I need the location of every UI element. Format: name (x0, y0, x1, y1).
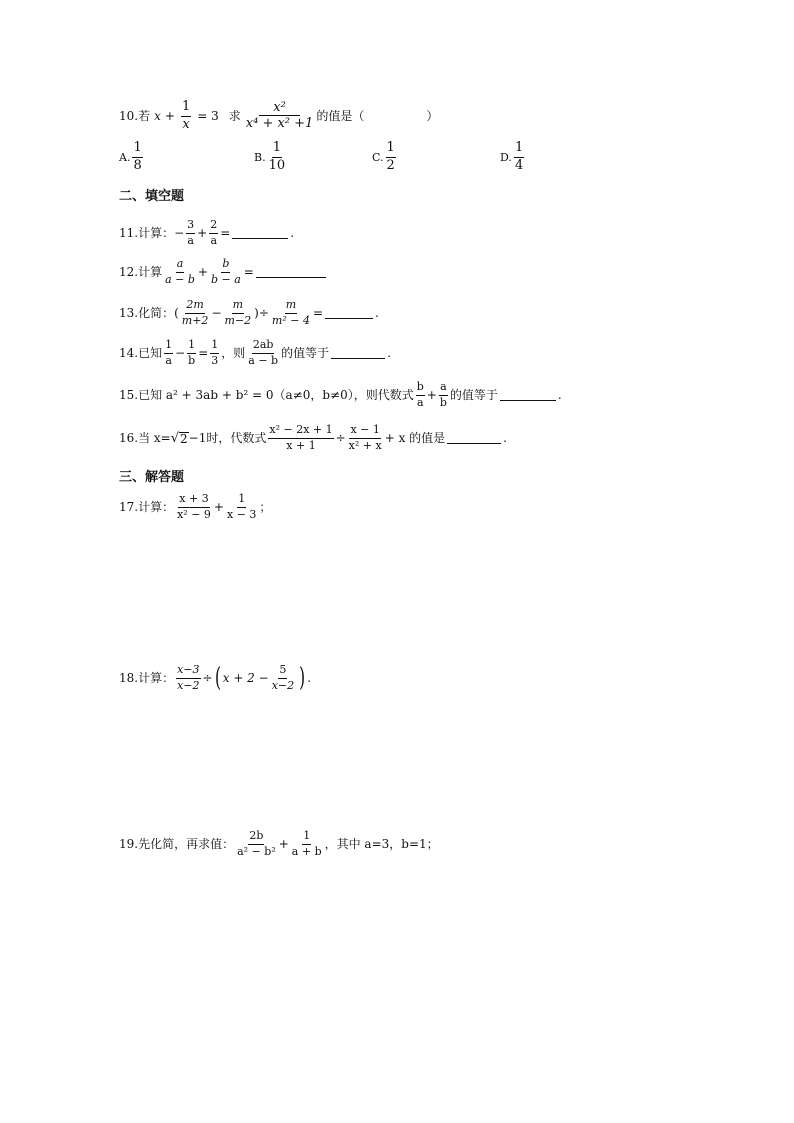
numerator: m (285, 299, 297, 314)
q10-big-fraction (245, 101, 315, 133)
q15-fraction-1 (416, 381, 425, 409)
q16-after: −1时，代数式 (188, 431, 267, 446)
numerator: 1 (272, 141, 282, 158)
q10-x: x (154, 109, 161, 124)
numerator: 3 (186, 219, 195, 234)
option-fraction (132, 141, 142, 174)
q18-lparen: ( (214, 663, 221, 694)
q10-equals-3: = 3 (197, 109, 219, 124)
numerator: 1 (386, 141, 396, 158)
q11-plus: + (197, 226, 208, 241)
section-heading-fill-blank: 二、填空题 (119, 189, 185, 204)
q17-fraction-1 (176, 493, 212, 521)
numerator: b (221, 258, 230, 273)
q14-fraction-1 (164, 339, 173, 367)
option-label: A. (119, 150, 131, 164)
q13-lparen: ( (174, 306, 179, 321)
q15-plus: + (426, 388, 437, 403)
q14-fraction-3 (210, 339, 219, 367)
answer-blank[interactable] (331, 348, 385, 359)
numerator: 1 (164, 339, 173, 354)
numerator: a (439, 381, 448, 396)
question-11 (119, 219, 294, 247)
q18-prefix: 18.计算： (119, 671, 175, 686)
numerator: x² (259, 101, 300, 117)
q14-minus: − (175, 346, 186, 361)
option-b (254, 141, 288, 174)
numerator: 1 (514, 141, 524, 158)
option-label: C. (372, 150, 384, 164)
q10-number: 10. (119, 109, 139, 124)
option-fraction (514, 141, 524, 174)
denominator: x⁴ + x² +1 (245, 116, 314, 132)
option-label: B. (254, 150, 266, 164)
q11-fraction-1 (186, 219, 195, 247)
numerator: a (176, 258, 185, 273)
q12-fraction-2 (210, 258, 242, 286)
q10-close-paren: ） (426, 109, 439, 124)
q16-fraction-1 (268, 424, 333, 452)
answer-blank[interactable] (256, 267, 326, 278)
option-fraction (268, 141, 287, 174)
q19-fraction-1 (236, 830, 277, 858)
numerator: 1 (187, 339, 196, 354)
numerator: x − 1 (349, 424, 380, 439)
q15-end: . (557, 388, 562, 403)
q19-prefix: 19.先化简，再求值： (119, 837, 235, 852)
denominator: m−2 (224, 313, 252, 327)
question-12 (119, 258, 328, 286)
numerator: x² − 2x + 1 (268, 424, 333, 439)
numerator: 2b (248, 830, 264, 845)
q11-minus: − (174, 226, 185, 241)
denominator: 4 (514, 157, 524, 173)
denominator: x + 1 (286, 438, 316, 452)
denominator: b − a (210, 272, 241, 286)
question-15 (119, 381, 562, 409)
option-fraction (386, 141, 396, 174)
option-a (119, 141, 145, 174)
numerator: x + 3 (178, 493, 209, 508)
numerator: 1 (302, 830, 311, 845)
radical-sign-icon: √ (170, 430, 180, 446)
q19-fraction-2 (291, 830, 323, 858)
q11-end: . (290, 226, 295, 241)
numerator: 1 (210, 339, 219, 354)
q13-prefix: 13.化简： (119, 306, 175, 321)
q19-plus: + (278, 837, 289, 852)
option-d (500, 141, 526, 174)
q18-rparen: ) (299, 663, 306, 694)
q16-divide: ÷ (335, 431, 346, 446)
q18-divide: ÷ (202, 671, 213, 686)
q13-equals: = (312, 306, 324, 321)
numerator: 1 (132, 141, 142, 158)
question-14 (119, 339, 391, 367)
q15-fraction-2 (439, 381, 448, 409)
q14-fraction-2 (187, 339, 196, 367)
q18-fraction-1 (176, 664, 200, 692)
answer-blank[interactable] (325, 308, 373, 319)
q16-prefix: 16.当 x= (119, 431, 171, 446)
numerator: 1 (181, 100, 191, 117)
question-13 (119, 299, 379, 327)
q19-tail: ，其中 a=3，b=1； (324, 837, 439, 852)
denominator: m² − 4 (271, 313, 310, 327)
q10-plus: + (164, 109, 175, 124)
q11-fraction-2 (209, 219, 218, 247)
q10-ruo: 若 (138, 109, 151, 124)
q14-tail: 的值等于 (281, 346, 330, 361)
q11-prefix: 11.计算： (119, 226, 175, 241)
denominator: x (182, 116, 190, 132)
q15-prefix: 15.已知 a² + 3ab + b² = 0（a≠0，b≠0），则代数式 (119, 388, 414, 403)
option-label: D. (500, 150, 512, 164)
q14-prefix: 14.已知 (119, 346, 163, 361)
q14-end: . (387, 346, 391, 361)
q18-fraction-2 (271, 664, 295, 692)
section-heading-solve: 三、解答题 (119, 470, 185, 485)
q18-inner: x + 2 − (222, 671, 269, 686)
q12-fraction-1 (164, 258, 196, 286)
numerator: 5 (278, 664, 287, 679)
q18-end: . (307, 671, 312, 686)
numerator: m (232, 299, 244, 314)
question-10 (119, 100, 438, 133)
numerator: 2 (209, 219, 218, 234)
q12-plus: + (197, 265, 208, 280)
q10-qiu: 求 (228, 109, 241, 124)
numerator: x−3 (176, 664, 200, 679)
answer-blank[interactable] (232, 228, 288, 239)
radicand: 2 (180, 431, 188, 446)
denominator: x² + x (348, 438, 382, 452)
denominator: a (187, 233, 194, 247)
q13-end: . (375, 306, 379, 321)
numerator: 1 (237, 493, 246, 508)
q12-prefix: 12.计算 (119, 265, 163, 280)
denominator: x² − 9 (177, 507, 211, 521)
q13-rparen: ) (254, 306, 259, 321)
denominator: 10 (268, 157, 286, 173)
q17-plus: + (213, 500, 224, 515)
numerator: b (416, 381, 425, 396)
question-19 (119, 830, 439, 858)
q15-tail: 的值等于 (449, 388, 498, 403)
answer-blank[interactable] (500, 390, 556, 401)
q13-fraction-2 (224, 299, 253, 327)
denominator: a (165, 353, 172, 367)
numerator: 2ab (252, 339, 275, 354)
q13-minus: − (211, 306, 222, 321)
q14-fraction-4 (247, 339, 279, 367)
q16-fraction-2 (348, 424, 383, 452)
denominator: 3 (211, 353, 219, 367)
denominator: b (439, 395, 447, 409)
denominator: x−2 (177, 678, 200, 692)
q17-end: ； (259, 500, 272, 515)
denominator: x − 3 (226, 507, 257, 521)
q16-end: . (503, 431, 507, 446)
q17-fraction-2 (226, 493, 257, 521)
denominator: b (188, 353, 196, 367)
q14-mid: ，则 (221, 346, 246, 361)
denominator: a − b (165, 272, 195, 286)
answer-blank[interactable] (447, 433, 501, 444)
denominator: a (416, 395, 424, 409)
question-16 (119, 424, 507, 452)
q10-fraction-1-over-x (181, 100, 191, 133)
q13-fraction-3 (271, 299, 311, 327)
q11-equals: = (220, 226, 231, 241)
question-18 (119, 664, 311, 692)
denominator: a (210, 233, 217, 247)
q10-tail: 的值是（ (316, 109, 365, 124)
denominator: 8 (133, 157, 142, 173)
q16-tail: + x 的值是 (384, 431, 446, 446)
denominator: a² − b² (237, 844, 276, 858)
sqrt-symbol (171, 432, 189, 445)
denominator: x−2 (271, 678, 295, 692)
q13-fraction-1 (181, 299, 210, 327)
denominator: a + b (291, 844, 322, 858)
denominator: m+2 (181, 313, 209, 327)
q12-equals: = (243, 265, 254, 280)
denominator: 2 (386, 157, 395, 173)
q14-equals: = (198, 346, 209, 361)
denominator: a − b (248, 353, 279, 367)
q13-divide: ÷ (258, 306, 269, 321)
option-c (372, 141, 398, 174)
q17-prefix: 17.计算： (119, 500, 175, 515)
numerator: 2m (185, 299, 204, 314)
question-17 (119, 493, 271, 521)
